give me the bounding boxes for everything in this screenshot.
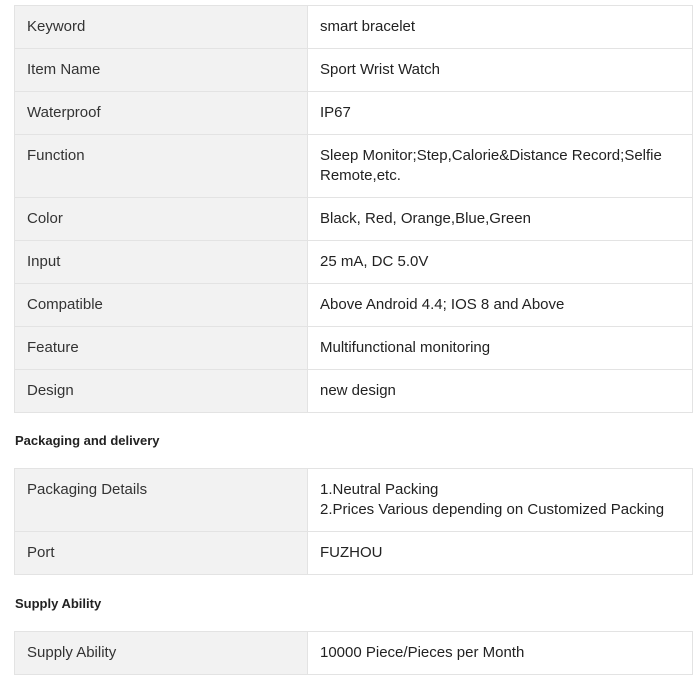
table-row (15, 92, 693, 135)
attribute-value (308, 469, 693, 532)
attribute-label: Item Name (15, 49, 308, 92)
attribute-value: new design (308, 370, 693, 413)
attribute-label: Keyword (15, 6, 308, 49)
table-row (15, 469, 693, 532)
attribute-label: Design (15, 370, 308, 413)
attribute-value: Above Android 4.4; IOS 8 and Above (308, 284, 693, 327)
table-row (15, 284, 693, 327)
table-row (15, 198, 693, 241)
attribute-label: Compatible (15, 284, 308, 327)
attribute-value: 10000 Piece/Pieces per Month (308, 632, 693, 675)
packaging-detail-line: 1.Neutral Packing (320, 481, 439, 498)
packaging-detail-line: 2.Prices Various depending on Customized Packing (320, 501, 665, 518)
attribute-value: Sport Wrist Watch (308, 49, 693, 92)
attribute-label: Function (15, 135, 308, 198)
attribute-label: Input (15, 241, 308, 284)
attribute-value: 25 mA, DC 5.0V (308, 241, 693, 284)
attribute-label: Port (15, 532, 308, 575)
table-row (15, 6, 693, 49)
attribute-value: Multifunctional monitoring (308, 327, 693, 370)
table-row (15, 327, 693, 370)
attribute-label: Packaging Details (15, 469, 308, 532)
attribute-label: Color (15, 198, 308, 241)
supply-section-title: Supply Ability (15, 596, 102, 611)
supply-table (14, 631, 693, 675)
attribute-value: Black, Red, Orange,Blue,Green (308, 198, 693, 241)
table-row (15, 135, 693, 198)
packaging-table (14, 468, 693, 575)
attribute-value: IP67 (308, 92, 693, 135)
attribute-value: smart bracelet (308, 6, 693, 49)
attribute-value: FUZHOU (308, 532, 693, 575)
attribute-label: Supply Ability (15, 632, 308, 675)
table-row (15, 370, 693, 413)
key-attributes-table (14, 5, 693, 413)
table-row (15, 632, 693, 675)
table-row (15, 49, 693, 92)
table-row (15, 241, 693, 284)
attribute-label: Feature (15, 327, 308, 370)
packaging-section-title: Packaging and delivery (15, 433, 160, 448)
table-row (15, 532, 693, 575)
attribute-value: Sleep Monitor;Step,Calorie&Distance Record;Selfie Remote,etc. (308, 135, 693, 198)
attribute-label: Waterproof (15, 92, 308, 135)
